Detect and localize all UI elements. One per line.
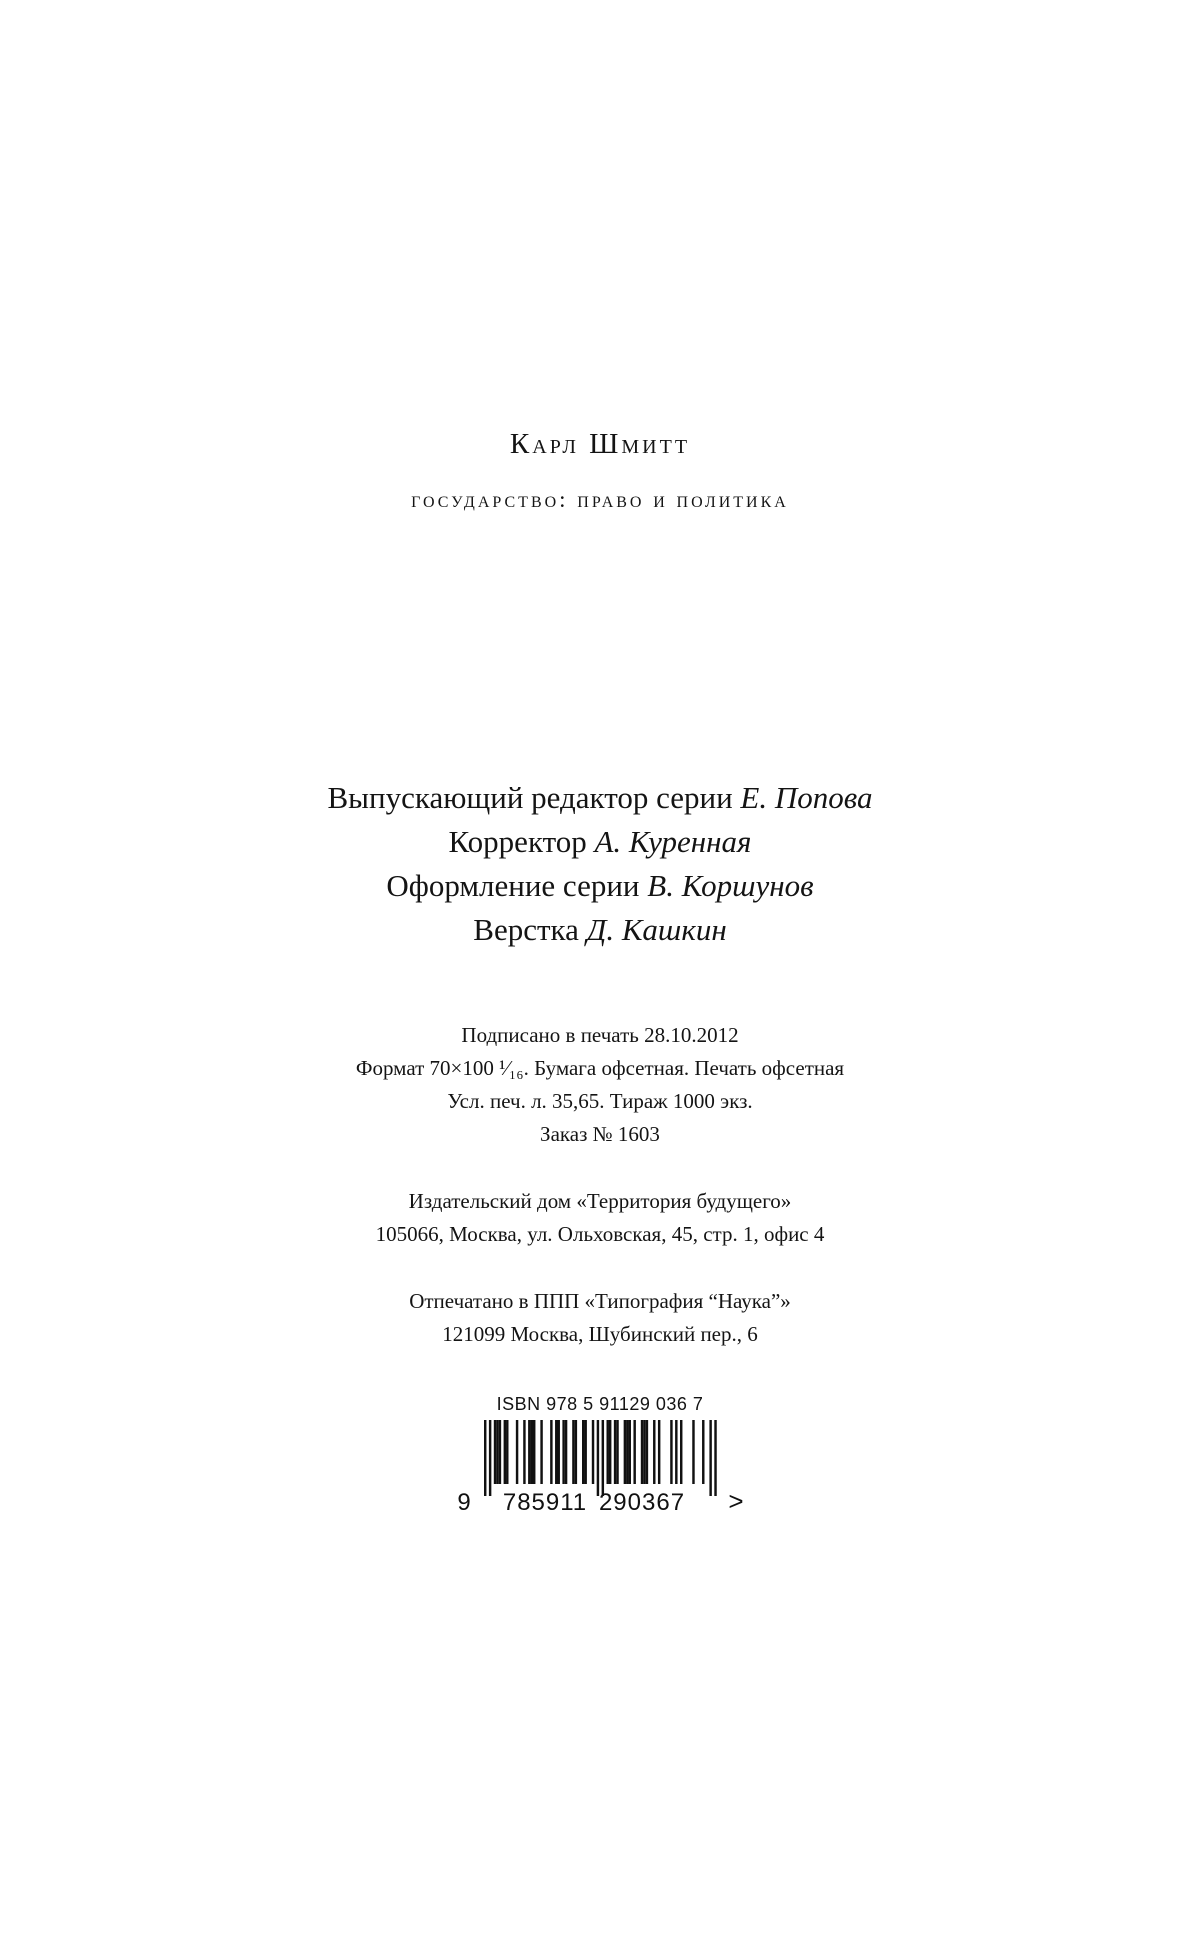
barcode-bar	[533, 1420, 535, 1484]
barcode-bar	[675, 1420, 677, 1484]
barcode-bar	[646, 1420, 648, 1484]
barcode-bar	[562, 1420, 564, 1484]
barcode-bar	[709, 1420, 711, 1496]
credit-layout	[0, 910, 1200, 950]
barcode-bar	[506, 1420, 508, 1484]
publisher-name: Издательский дом «Территория будущего»	[408, 1189, 792, 1213]
barcode-bars	[484, 1420, 717, 1496]
credit-name: В. Коршунов	[647, 868, 814, 903]
credit-role: Верстка	[473, 912, 579, 947]
barcode-bar	[592, 1420, 594, 1484]
barcode-bar	[499, 1420, 501, 1484]
book-author: Карл Шмитт	[509, 428, 691, 460]
barcode-quiet-mark: >	[728, 1486, 744, 1516]
barcode-bar	[540, 1420, 542, 1484]
barcode-bar	[609, 1420, 611, 1484]
barcode-digits-left: 785911	[502, 1489, 588, 1516]
barcode-bar	[626, 1420, 628, 1484]
barcode-bar	[624, 1420, 626, 1484]
barcode-bar	[528, 1420, 530, 1484]
barcode-bar	[692, 1420, 694, 1484]
printer-name: Отпечатано в ППП «Типография “Наука”»	[409, 1289, 791, 1313]
print-sheets-run: Усл. печ. л. 35,65. Тираж 1000 экз.	[447, 1089, 753, 1113]
barcode-bar	[633, 1420, 635, 1484]
credit-role: Выпускающий редактор серии	[327, 780, 733, 815]
credit-name: Е. Попова	[740, 780, 873, 815]
publisher-address: 105066, Москва, ул. Ольховская, 45, стр. 1, офис 4	[375, 1222, 825, 1246]
barcode-bar	[602, 1420, 604, 1496]
barcode-bar	[597, 1420, 599, 1496]
barcode-bar	[572, 1420, 574, 1484]
barcode-bar	[575, 1420, 577, 1484]
isbn-barcode	[448, 1420, 758, 1520]
barcode-bar	[584, 1420, 586, 1484]
barcode-bar	[565, 1420, 567, 1484]
barcode-bar	[641, 1420, 643, 1484]
credit-name: Д. Кашкин	[586, 912, 727, 947]
credit-proofreader	[0, 822, 1200, 862]
barcode-bar	[496, 1420, 498, 1484]
print-signed-date: Подписано в печать 28.10.2012	[461, 1023, 739, 1047]
credit-name: А. Куренная	[594, 824, 752, 859]
barcode-bar	[653, 1420, 655, 1484]
barcode-bar	[643, 1420, 645, 1484]
credit-series-editor	[0, 778, 1200, 818]
barcode-bar	[582, 1420, 584, 1484]
barcode-bar	[702, 1420, 704, 1484]
print-format: Формат 70×100 ¹⁄₁₆. Бумага офсетная. Печать офсетная	[355, 1056, 845, 1080]
barcode-bar	[494, 1420, 496, 1484]
barcode-bar	[484, 1420, 486, 1496]
barcode-bar	[558, 1420, 560, 1484]
barcode-bar	[670, 1420, 672, 1484]
barcode-bar	[531, 1420, 533, 1484]
barcode-bar	[680, 1420, 682, 1484]
print-order-number: Заказ № 1603	[540, 1122, 660, 1146]
barcode-bar	[523, 1420, 525, 1484]
barcode-bar	[516, 1420, 518, 1484]
credit-series-design	[0, 866, 1200, 906]
isbn-label: ISBN 978 5 91129 036 7	[496, 1394, 704, 1414]
barcode-bar	[614, 1420, 616, 1484]
barcode-digit-first: 9	[457, 1489, 471, 1516]
series-title: государство: право и политика	[411, 487, 789, 512]
barcode-digits-right: 290367	[598, 1489, 686, 1516]
barcode-bar	[550, 1420, 552, 1484]
credit-role: Оформление серии	[386, 868, 640, 903]
barcode-bar	[629, 1420, 631, 1484]
barcode-bar	[555, 1420, 557, 1484]
barcode-bar	[616, 1420, 618, 1484]
barcode-bar	[658, 1420, 660, 1484]
barcode-bar	[714, 1420, 716, 1496]
barcode-bar	[607, 1420, 609, 1484]
printer-address: 121099 Москва, Шубинский пер., 6	[442, 1322, 758, 1346]
barcode-bar	[504, 1420, 506, 1484]
credit-role: Корректор	[448, 824, 587, 859]
barcode-bar	[489, 1420, 491, 1496]
